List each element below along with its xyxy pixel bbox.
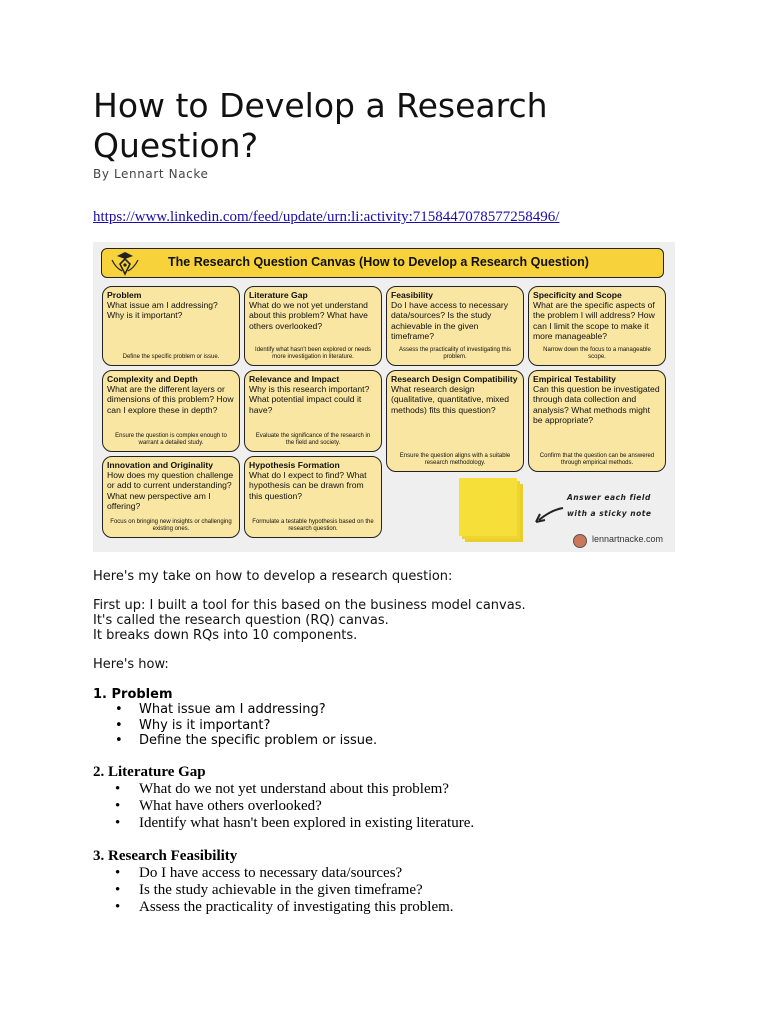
card-note: Ensure the question is complex enough to warrant a detailed study.: [115, 433, 227, 446]
card-question: How does my question challenge or add to current understanding? What new perspective am I offering?: [107, 470, 234, 512]
avatar: [573, 534, 587, 548]
section-heading-problem: 1. Problem: [93, 687, 173, 702]
card-question: Can this question be investigated through data collection and analysis? What methods might be appropriate?: [533, 384, 660, 426]
card-heading: Complexity and Depth: [107, 374, 198, 384]
card-heading: Relevance and Impact: [249, 374, 340, 384]
paragraph-line: It's called the research question (RQ) canvas.: [93, 613, 389, 628]
card-feasibility: [386, 286, 524, 366]
list-item: • Define the specific problem or issue.: [93, 733, 377, 749]
sticky-note: [459, 478, 517, 536]
card-empirical-testability: [528, 370, 666, 472]
card-heading: Specificity and Scope: [533, 290, 622, 300]
canvas-banner: [101, 248, 664, 278]
problem-list: [93, 702, 377, 749]
card-heading: Problem: [107, 290, 142, 300]
card-complexity-and-depth: [102, 370, 240, 452]
card-question: What issue am I addressing? Why is it important?: [107, 300, 218, 321]
card-note: Define the specific problem or issue.: [122, 354, 220, 360]
card-question: Do I have access to necessary data/sources? Is the study achievable in the given timeframe?: [391, 300, 509, 342]
brand-label: lennartnacke.com: [592, 534, 664, 544]
linkedin-link[interactable]: https://www.linkedin.com/feed/update/urn:li:activity:7158447078577258496/: [93, 209, 560, 225]
list-item: • Do I have access to necessary data/sources?: [93, 865, 454, 882]
list-item: • Identify what hasn't been explored in existing literature.: [93, 815, 474, 832]
list-item: • Is the study achievable in the given timeframe?: [93, 882, 454, 899]
arrow-left-icon: [533, 504, 565, 526]
annotation-line: Answer each field: [567, 493, 651, 502]
pen-nib-logo-icon: [108, 250, 142, 276]
research-feasibility-list: [93, 865, 454, 916]
card-problem: [102, 286, 240, 366]
list-item: • Why is it important?: [93, 718, 377, 734]
page-title: How to Develop a Research Question?: [93, 86, 548, 165]
card-question: What are the specific aspects of the problem I will address? How can I limit the scope to make it more manageable?: [533, 300, 655, 342]
card-question: What are the different layers or dimensions of this problem? How can I explore these in depth?: [107, 384, 234, 415]
card-heading: Research Design Compatibility: [391, 374, 518, 384]
list-item: • What have others overlooked?: [93, 798, 474, 815]
card-note: Formulate a testable hypothesis based on the research question.: [252, 519, 374, 532]
card-question: What research design (qualitative, quantitative, mixed methods) fits this question?: [391, 384, 509, 415]
paragraph-line: First up: I built a tool for this based on the business model canvas.: [93, 598, 526, 613]
card-question: What do I expect to find? What hypothesis can be drawn from this question?: [249, 470, 367, 501]
card-heading: Feasibility: [391, 290, 434, 300]
card-note: Narrow down the focus to a manageable scope.: [543, 347, 651, 360]
canvas-title: The Research Question Canvas (How to Develop a Research Question): [168, 255, 589, 269]
card-innovation-and-originality: [102, 456, 240, 538]
card-heading: Empirical Testability: [533, 374, 616, 384]
annotation-line: with a sticky note: [567, 509, 652, 518]
card-heading: Innovation and Originality: [107, 460, 213, 470]
card-specificity-and-scope: [528, 286, 666, 366]
card-note: Assess the practicality of investigating this problem.: [398, 347, 512, 360]
card-note: Ensure the question aligns with a suitable research methodology.: [399, 453, 511, 466]
card-question: Why is this research important? What potential impact could it have?: [249, 384, 370, 415]
card-hypothesis-formation: [244, 456, 382, 538]
section-heading-research-feasibility: 3. Research Feasibility: [93, 848, 238, 864]
card-heading: Literature Gap: [249, 290, 308, 300]
card-relevance-and-impact: [244, 370, 382, 452]
section-heading-literature-gap: 2. Literature Gap: [93, 764, 206, 780]
card-heading: Hypothesis Formation: [249, 460, 340, 470]
card-note: Focus on bringing new insights or challenging existing ones.: [110, 519, 232, 532]
card-research-design-compatibility: [386, 370, 524, 472]
card-note: Evaluate the significance of the research in the field and society.: [255, 433, 371, 446]
card-literature-gap: [244, 286, 382, 366]
card-question: What do we not yet understand about this problem? What have others overlooked?: [249, 300, 368, 331]
research-question-canvas-image: [93, 242, 675, 552]
literature-gap-list: [93, 781, 474, 832]
paragraph-line: It breaks down RQs into 10 components.: [93, 628, 358, 643]
list-item: • What issue am I addressing?: [93, 702, 377, 718]
list-item: • What do we not yet understand about this problem?: [93, 781, 474, 798]
author-byline: By Lennart Nacke: [93, 167, 209, 181]
howto-paragraph: Here's how:: [93, 657, 169, 672]
intro-paragraph: Here's my take on how to develop a research question:: [93, 569, 453, 584]
sticky-note-annotation: [567, 490, 651, 522]
card-note: Confirm that the question can be answered through empirical methods.: [539, 453, 655, 466]
list-item: • Assess the practicality of investigating this problem.: [93, 899, 454, 916]
card-note: Identify what hasn't been explored or needs more investigation in literature.: [255, 347, 371, 360]
